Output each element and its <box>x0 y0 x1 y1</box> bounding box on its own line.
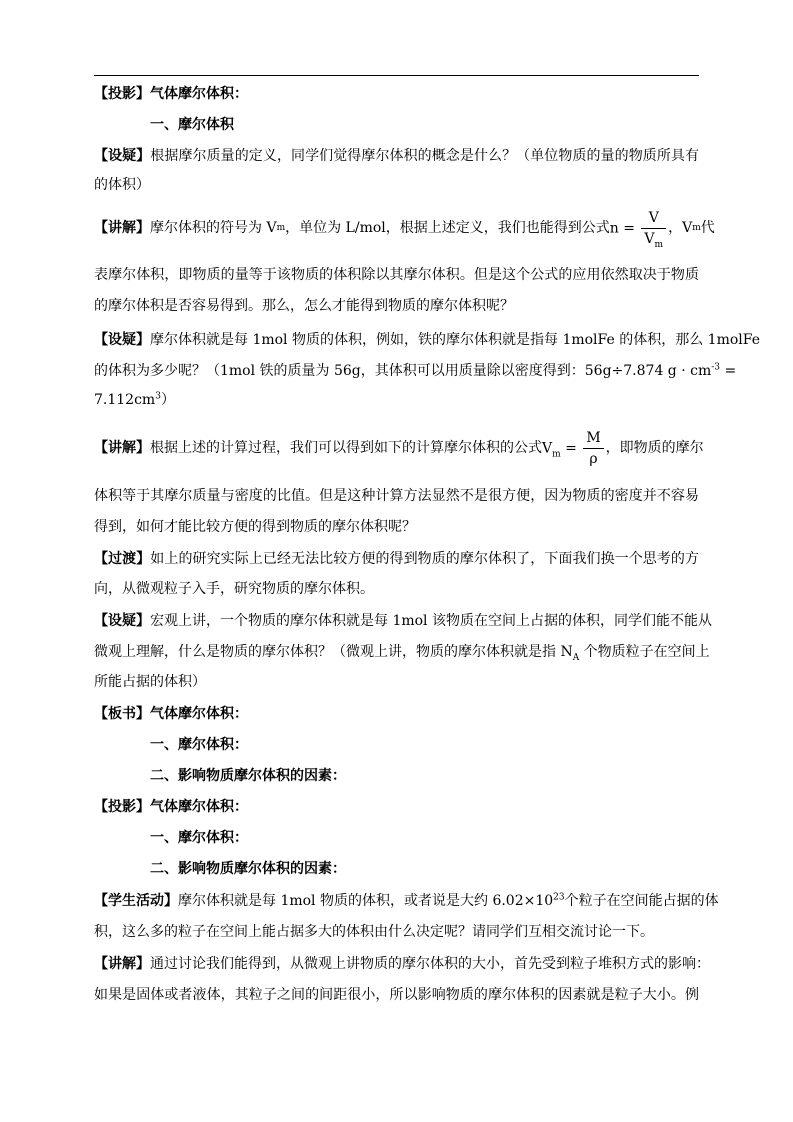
explanation-paragraph-1-line-3: 的摩尔体积是否容易得到。那么，怎么才能得到物质的摩尔体积呢？ <box>94 298 514 314</box>
explanation-paragraph-3-line-1: 【讲解】通过讨论我们能得到，从微观上讲物质的摩尔体积的大小，首先受到粒子堆积方式的影响： <box>94 956 710 972</box>
transition-paragraph-line-2: 向，从微观粒子入手，研究物质的摩尔体积。 <box>94 581 374 597</box>
explanation-paragraph-2-line-2: 体积等于其摩尔质量与密度的比值。但是这种计算方法显然不是很方便，因为物质的密度并不容易 <box>94 488 699 504</box>
projection-item-2: 二、影响物质摩尔体积的因素： <box>150 861 346 877</box>
section-heading-molar-volume: 一、摩尔体积 <box>150 117 234 133</box>
question-paragraph-1-line-1: 【设疑】根据摩尔质量的定义，同学们觉得摩尔体积的概念是什么？（单位物质的量的物质所具有 <box>94 148 700 164</box>
explanation-paragraph-1-line-1: 【讲解】 摩尔体积的符号为 V m ，单位为 L/mol，根据上述定义，我们也能得到公式 n = $\frac{V}{V_m}$ ，V m 代 <box>94 209 715 250</box>
explanation-paragraph-1-line-2: 表摩尔体积，即物质的量等于该物质的体积除以其摩尔体积。但是这个公式的应用依然取决于物质 <box>94 267 699 283</box>
question-paragraph-2-line-3: $7.112cm^3$） <box>94 391 175 408</box>
board-heading: 【板书】气体摩尔体积： <box>94 706 248 722</box>
header-rule <box>94 75 699 76</box>
question-paragraph-3-line-2: 微观上理解，什么是物质的摩尔体积？（微观上讲，物质的摩尔体积就是指 $N_A$ 个物质粒子在空间上 <box>94 644 710 663</box>
board-item-1: 一、摩尔体积： <box>150 737 248 753</box>
projection-item-1: 一、摩尔体积： <box>150 830 248 846</box>
question-paragraph-3-line-1: 【设疑】宏观上讲，一个物质的摩尔体积就是每 1mol 该物质在空间上占据的体积，同学们能不能从 <box>94 613 712 629</box>
explanation-paragraph-2-line-3: 得到，如何才能比较方便的得到物质的摩尔体积呢？ <box>94 519 416 535</box>
question-paragraph-2-line-2: 的体积为多少呢？（1mol 铁的质量为 56g，其体积可以用质量除以密度得到：56g÷7.874 $g \cdot cm^{-3}$ = <box>94 362 737 379</box>
student-activity-line-2: 积，这么多的粒子在空间上能占据多大的体积由什么决定呢？请同学们互相交流讨论一下。 <box>94 924 654 940</box>
formula-n-equals-v-over-vm: n = $\frac{V}{V_m}$ <box>610 210 668 247</box>
formula-vm-equals-m-over-rho: $V_m$ = $\frac{M}{\rho}$ <box>542 430 606 467</box>
explanation-paragraph-2-line-1: 【讲解】 根据上述的计算过程，我们可以得到如下的计算摩尔体积的公式 $V_m$ = $\frac{M}{\rho}$ ，即物质的摩尔 <box>94 429 704 467</box>
board-item-2: 二、影响物质摩尔体积的因素： <box>150 768 346 784</box>
explanation-paragraph-3-line-2: 如果是固体或者液体，其粒子之间的间距很小，所以影响物质的摩尔体积的因素就是粒子大小。例 <box>94 987 699 1003</box>
student-activity-line-1: 【学生活动】摩尔体积就是每 1mol 物质的体积，或者说是大约 $6.02\times 10^{23}$个粒子在空间能占据的体 <box>94 892 719 909</box>
transition-paragraph-line-1: 【过渡】如上的研究实际上已经无法比较方便的得到物质的摩尔体积了，下面我们换一个思考的方 <box>94 551 700 567</box>
question-paragraph-1-line-2: 的体积） <box>94 177 150 193</box>
question-paragraph-2-line-1: 【设疑】摩尔体积就是每 1mol 物质的体积，例如，铁的摩尔体积就是指每 1molFe 的体积，那么 1molFe <box>94 332 760 348</box>
projection-heading-1: 【投影】气体摩尔体积： <box>94 86 248 102</box>
question-paragraph-3-line-3: 所能占据的体积） <box>94 674 206 690</box>
projection-heading-2: 【投影】气体摩尔体积： <box>94 799 248 815</box>
